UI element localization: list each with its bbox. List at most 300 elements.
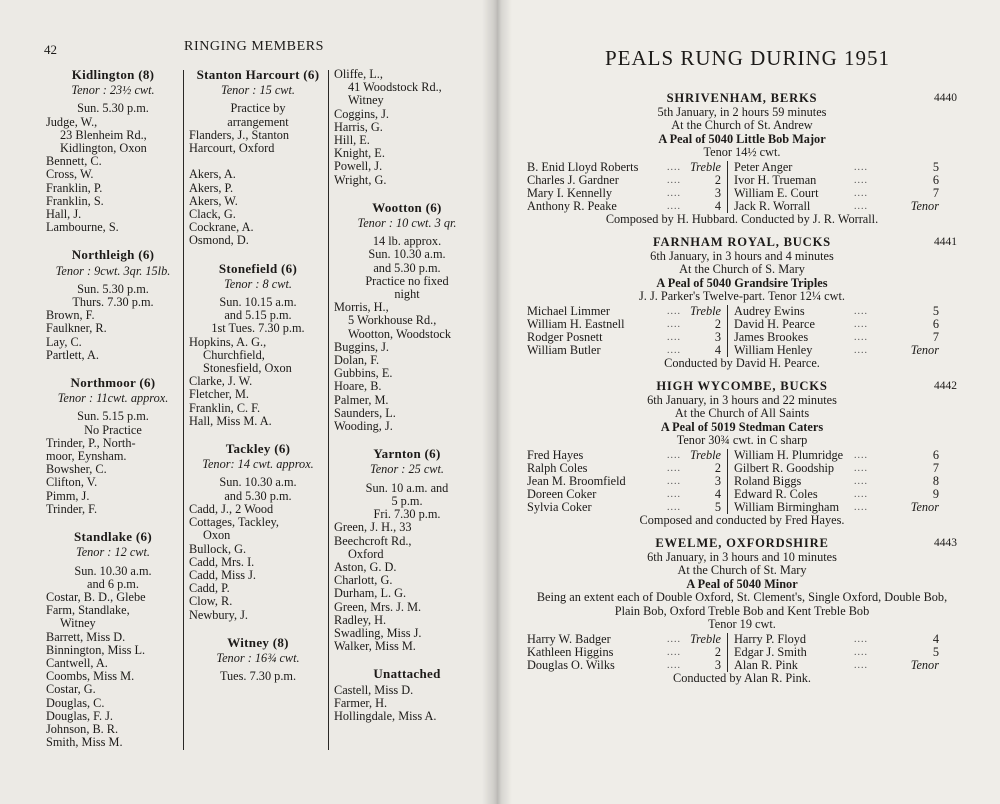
bell-number: 6 xyxy=(932,447,939,462)
bell-number: 6 xyxy=(932,316,939,331)
ringer-name: David H. Pearce xyxy=(734,316,815,331)
leader-dots: .... xyxy=(667,475,681,487)
member-name: Green, Mrs. J. M. xyxy=(334,599,422,614)
ringer-name: William Henley xyxy=(734,342,813,357)
ringer-name: Sylvia Coker xyxy=(527,499,592,514)
leader-dots: .... xyxy=(854,475,868,487)
member-name: Hill, E. xyxy=(334,133,370,148)
member-name: Wooding, J. xyxy=(334,419,393,434)
member-name: Flanders, J., Stanton xyxy=(189,127,290,142)
ringer-row xyxy=(734,344,939,357)
member-name: Hall, Miss M. A. xyxy=(189,413,272,428)
member-name: Harcourt, Oxford xyxy=(189,141,275,156)
member-name: Charlott, G. xyxy=(334,573,393,588)
peal-footer: Conducted by Alan R. Pink. xyxy=(673,670,811,685)
ringers-table xyxy=(527,305,957,357)
bell-number: Treble xyxy=(690,447,721,462)
ringers-column xyxy=(527,305,727,357)
bell-number: Tenor xyxy=(910,198,939,213)
member-name: Wright, G. xyxy=(334,172,387,187)
bell-number: 3 xyxy=(714,657,721,672)
leader-dots: .... xyxy=(667,646,681,658)
member-name: Castell, Miss D. xyxy=(334,682,414,697)
ringer-row xyxy=(734,174,939,187)
ringer-name: Anthony R. Peake xyxy=(527,198,617,213)
tower-name: Standlake (6) xyxy=(74,529,152,545)
ringer-row xyxy=(527,449,727,462)
peal-place: SHRIVENHAM, BERKS xyxy=(666,91,818,105)
ringer-name: William Birmingham xyxy=(734,499,840,514)
member-name: Stonesfield, Oxon xyxy=(203,361,292,376)
leader-dots: .... xyxy=(667,318,681,330)
tower-detail: Sun. 10.30 a.m. xyxy=(368,247,446,262)
leader-dots: .... xyxy=(854,318,868,330)
tower-detail: 5 p.m. xyxy=(391,493,423,508)
member-name: 5 Workhouse Rd., xyxy=(348,313,437,328)
tower-name: Stonefield (6) xyxy=(218,260,298,276)
member-name: Oliffe, L., xyxy=(334,67,383,81)
member-name: Harris, G. xyxy=(334,119,383,134)
ringer-row xyxy=(734,161,939,174)
members-column-1 xyxy=(46,68,180,749)
ringer-name: William H. Plumridge xyxy=(734,447,844,462)
member-name: Knight, E. xyxy=(334,146,385,161)
member-name: Churchfield, xyxy=(203,347,265,362)
ringer-name: James Brookes xyxy=(734,329,809,344)
peal-entry xyxy=(527,92,957,226)
ringer-row xyxy=(734,633,939,646)
member-name: Swadling, Miss J. xyxy=(334,625,422,640)
tower-name: Yarnton (6) xyxy=(373,446,441,462)
peal-church: At the Church of All Saints xyxy=(674,406,810,420)
member-name: 23 Blenheim Rd., xyxy=(60,127,147,142)
ringer-name: Mary I. Kennelly xyxy=(527,185,613,200)
leader-dots: .... xyxy=(667,174,681,186)
member-name: 41 Woodstock Rd., xyxy=(348,80,442,95)
bell-number: Tenor xyxy=(910,657,939,672)
column-rule xyxy=(183,70,184,750)
peal-number: 4440 xyxy=(934,92,957,104)
ringers-column xyxy=(527,633,727,672)
member-name: Cadd, Mrs. I. xyxy=(189,554,255,569)
peal-tenor: Tenor 19 cwt. xyxy=(708,617,776,631)
peal-number: 4443 xyxy=(934,537,957,549)
leader-dots: .... xyxy=(854,331,868,343)
leader-dots: .... xyxy=(667,633,681,645)
ringer-row xyxy=(527,161,727,174)
tower-name: Stanton Harcourt (6) xyxy=(196,67,320,82)
ringer-name: Doreen Coker xyxy=(527,486,597,501)
peal-church: At the Church of St. Mary xyxy=(677,563,807,577)
tower-detail: Tenor : 9cwt. 3qr. 15lb. xyxy=(55,263,171,278)
tower-name: Witney (8) xyxy=(227,634,289,650)
ringer-name: Michael Limmer xyxy=(527,303,610,318)
ringer-row xyxy=(527,318,727,331)
bell-number: 8 xyxy=(932,473,939,488)
tower-name: Northleigh (6) xyxy=(71,247,155,263)
member-name: Palmer, M. xyxy=(334,392,389,407)
peal-method: A Peal of 5040 Little Bob Major xyxy=(658,131,826,146)
bell-number: 6 xyxy=(932,172,939,187)
tower-detail: Tenor : 23½ cwt. xyxy=(71,83,155,98)
member-name: Cadd, P. xyxy=(189,581,230,596)
member-name: Judge, W., xyxy=(46,114,98,129)
member-name: Lay, C. xyxy=(46,334,82,349)
peal-footer: Conducted by David H. Pearce. xyxy=(664,355,820,370)
ringer-name: Fred Hayes xyxy=(527,447,584,462)
bell-number: Treble xyxy=(690,303,721,318)
leader-dots: .... xyxy=(667,344,681,356)
member-name: Radley, H. xyxy=(334,612,387,627)
member-name: Coggins, J. xyxy=(334,106,390,121)
leader-dots: .... xyxy=(854,305,868,317)
peal-extent-note: Being an extent each of Double Oxford, St. Clement's, Single Oxford, Double Bob, Plain Bob, Oxford Treble Bob and Kent Treble Bob xyxy=(536,590,948,618)
tower-detail: Tenor : 25 cwt. xyxy=(369,462,444,477)
leader-dots: .... xyxy=(667,659,681,671)
member-name: Douglas, C. xyxy=(46,695,105,710)
ringer-name: B. Enid Lloyd Roberts xyxy=(527,159,639,174)
leader-dots: .... xyxy=(854,488,868,500)
tower-detail: and 6 p.m. xyxy=(87,576,139,591)
bell-number: Treble xyxy=(690,631,721,646)
tower-detail: 1st Tues. 7.30 p.m. xyxy=(211,321,305,336)
bell-number: 5 xyxy=(714,499,721,514)
peal-footer: Composed by H. Hubbard. Conducted by J. R. Worrall. xyxy=(605,211,879,226)
peal-entry xyxy=(527,537,957,685)
ringers-table xyxy=(527,161,957,213)
leader-dots: .... xyxy=(667,305,681,317)
ringer-row xyxy=(527,305,727,318)
leader-dots: .... xyxy=(854,344,868,356)
member-name: Cadd, J., 2 Wood xyxy=(189,501,274,516)
peal-tenor: J. J. Parker's Twelve-part. Tenor 12¼ cwt. xyxy=(639,289,845,303)
member-name: Beechcroft Rd., xyxy=(334,533,412,548)
bell-number: Treble xyxy=(690,159,721,174)
ringer-row xyxy=(527,659,727,672)
ringer-row xyxy=(527,174,727,187)
member-name: Faulkner, R. xyxy=(46,321,107,336)
tower-detail: and 5.15 p.m. xyxy=(224,308,292,323)
tower-name: Northmoor (6) xyxy=(70,375,156,391)
member-name: Coombs, Miss M. xyxy=(46,669,135,684)
peal-tenor: Tenor 14½ cwt. xyxy=(703,145,781,159)
peal-date: 5th January, in 2 hours 59 minutes xyxy=(657,104,827,119)
member-name: Smith, Miss M. xyxy=(46,735,123,750)
leader-dots: .... xyxy=(854,449,868,461)
bell-number: 2 xyxy=(714,316,721,331)
member-name: Lambourne, S. xyxy=(46,220,119,235)
peal-footer: Composed and conducted by Fred Hayes. xyxy=(639,512,845,527)
leader-dots: .... xyxy=(667,501,681,513)
tower-name: Kidlington (8) xyxy=(71,67,155,82)
members-column-2 xyxy=(189,68,327,683)
ringers-column xyxy=(527,449,727,514)
member-name: Witney xyxy=(348,93,384,108)
ringer-name: William Butler xyxy=(527,342,601,357)
member-name: Costar, B. D., Glebe xyxy=(46,589,146,604)
leader-dots: .... xyxy=(854,659,868,671)
member-name: Brown, F. xyxy=(46,308,95,323)
bell-number: 3 xyxy=(714,329,721,344)
ringer-name: Jean M. Broomfield xyxy=(527,473,626,488)
ringer-row xyxy=(734,187,939,200)
leader-dots: .... xyxy=(854,174,868,186)
ringer-row xyxy=(734,501,939,514)
tower-detail: Tues. 7.30 p.m. xyxy=(219,669,297,684)
member-name: Walker, Miss M. xyxy=(334,639,416,654)
member-name: Bennett, C. xyxy=(46,154,102,169)
leader-dots: .... xyxy=(854,462,868,474)
bell-number: 9 xyxy=(932,486,939,501)
member-name: Kidlington, Oxon xyxy=(60,141,147,156)
peal-tenor: Tenor 30¾ cwt. in C sharp xyxy=(676,433,808,447)
bell-number: Tenor xyxy=(910,342,939,357)
tower-detail: Tenor : 10 cwt. 3 qr. xyxy=(357,216,457,231)
tower-detail: Sun. 5.15 p.m. xyxy=(77,409,149,424)
ringer-row xyxy=(527,501,727,514)
ringer-name: Alan R. Pink xyxy=(734,657,798,672)
member-name: Durham, L. G. xyxy=(334,586,407,601)
member-name: Franklin, C. F. xyxy=(189,400,261,415)
member-name: Barrett, Miss D. xyxy=(46,629,126,644)
ringer-row xyxy=(734,318,939,331)
leader-dots: .... xyxy=(667,449,681,461)
ringer-row xyxy=(527,187,727,200)
tower-detail: and 5.30 p.m. xyxy=(224,488,292,503)
member-name: Oxon xyxy=(203,528,231,543)
member-name: Johnson, B. R. xyxy=(46,721,119,736)
leader-dots: .... xyxy=(854,161,868,173)
tower-detail: Tenor : 12 cwt. xyxy=(75,545,150,560)
bell-number: 7 xyxy=(932,329,939,344)
peal-church: At the Church of St. Andrew xyxy=(671,118,813,132)
leader-dots: .... xyxy=(667,200,681,212)
peal-entry xyxy=(527,236,957,370)
member-name: Akers, A. xyxy=(189,167,236,182)
member-name: Bullock, G. xyxy=(189,541,247,556)
ringer-name: Edgar J. Smith xyxy=(734,644,807,659)
bell-number: 5 xyxy=(932,303,939,318)
ringer-name: Ralph Coles xyxy=(527,460,588,475)
ringer-row xyxy=(734,462,939,475)
member-name: Hoare, B. xyxy=(334,379,382,394)
bell-number: 7 xyxy=(932,460,939,475)
member-name: Cockrane, A. xyxy=(189,220,254,235)
ringer-row xyxy=(734,646,939,659)
member-name: Cottages, Tackley, xyxy=(189,515,279,530)
peal-method: A Peal of 5040 Minor xyxy=(686,576,798,591)
ringer-name: Jack R. Worrall xyxy=(734,198,811,213)
ringers-table xyxy=(527,449,957,514)
member-name: Buggins, J. xyxy=(334,339,390,354)
ringer-name: Edward R. Coles xyxy=(734,486,818,501)
page-number: 42 xyxy=(44,42,57,57)
bell-number: 7 xyxy=(932,185,939,200)
members-column-3 xyxy=(334,68,480,723)
ringer-row xyxy=(527,462,727,475)
tower-name: Tackley (6) xyxy=(225,441,291,457)
ringers-column xyxy=(727,633,939,672)
bell-number: 4 xyxy=(714,486,721,501)
member-name: Morris, H., xyxy=(334,300,389,315)
member-name: Bowsher, C. xyxy=(46,462,107,477)
ringer-row xyxy=(734,305,939,318)
tower-detail: Sun. 10.30 a.m. xyxy=(219,475,297,490)
member-name: Gubbins, E. xyxy=(334,366,393,381)
ringers-column xyxy=(727,161,939,213)
member-name: Akers, P. xyxy=(189,180,234,195)
tower-detail: Practice no fixed xyxy=(365,273,449,288)
leader-dots: .... xyxy=(667,187,681,199)
ringers-table xyxy=(527,633,957,672)
member-name: Trinder, P., North- xyxy=(46,435,136,450)
ringer-name: William H. Eastnell xyxy=(527,316,625,331)
member-name: Costar, G. xyxy=(46,682,96,697)
member-name: Cross, W. xyxy=(46,167,94,182)
member-name: Farmer, H. xyxy=(334,695,388,710)
ringer-row xyxy=(527,633,727,646)
ringers-column xyxy=(727,305,939,357)
ringer-name: Rodger Posnett xyxy=(527,329,603,344)
bell-number: 5 xyxy=(932,644,939,659)
ringer-name: Audrey Ewins xyxy=(734,303,805,318)
member-name: Witney xyxy=(60,616,96,631)
ringer-name: Harry W. Badger xyxy=(527,631,611,646)
ringer-row xyxy=(734,449,939,462)
peal-method: A Peal of 5040 Grandsire Triples xyxy=(656,275,828,290)
tower-name: Unattached xyxy=(373,666,441,682)
peal-place: HIGH WYCOMBE, BUCKS xyxy=(656,379,828,393)
member-name: Franklin, S. xyxy=(46,193,104,208)
member-name: Douglas, F. J. xyxy=(46,708,113,723)
member-name: Cantwell, A. xyxy=(46,655,108,670)
tower-detail: No Practice xyxy=(84,422,142,437)
tower-detail: 14 lb. approx. xyxy=(372,234,442,249)
leader-dots: .... xyxy=(854,646,868,658)
book-gutter xyxy=(482,0,512,804)
ringer-name: Harry P. Floyd xyxy=(734,631,807,646)
tower-detail: Thurs. 7.30 p.m. xyxy=(72,295,154,310)
bell-number: 2 xyxy=(714,644,721,659)
left-page xyxy=(0,0,495,804)
peal-date: 6th January, in 3 hours and 10 minutes xyxy=(647,549,837,564)
tower-detail: and 5.30 p.m. xyxy=(373,260,441,275)
bell-number: 2 xyxy=(714,460,721,475)
peal-number: 4442 xyxy=(934,380,957,392)
tower-detail: Sun. 5.30 p.m. xyxy=(77,281,149,296)
member-name: Fletcher, M. xyxy=(189,387,249,402)
leader-dots: .... xyxy=(667,331,681,343)
tower-detail: arrangement xyxy=(227,114,289,129)
bell-number: Tenor xyxy=(910,499,939,514)
peal-date: 6th January, in 3 hours and 4 minutes xyxy=(650,248,834,263)
peal-number: 4441 xyxy=(934,236,957,248)
ringer-row xyxy=(527,331,727,344)
member-name: Clifton, V. xyxy=(46,475,98,490)
ringers-column xyxy=(527,161,727,213)
bell-number: 4 xyxy=(714,198,721,213)
tower-detail: Sun. 5.30 p.m. xyxy=(77,101,149,116)
tower-detail: night xyxy=(394,287,420,302)
member-name: Hall, J. xyxy=(46,207,82,222)
ringer-row xyxy=(734,200,939,213)
member-name: Cadd, Miss J. xyxy=(189,567,256,582)
ringer-row xyxy=(527,475,727,488)
leader-dots: .... xyxy=(854,501,868,513)
tower-detail: Tenor : 15 cwt. xyxy=(220,83,295,98)
member-name: Clarke, J. W. xyxy=(189,374,253,389)
member-name: Dolan, F. xyxy=(334,353,380,368)
ringer-row xyxy=(734,488,939,501)
ringer-row xyxy=(734,331,939,344)
leader-dots: .... xyxy=(854,200,868,212)
ringer-name: Douglas O. Wilks xyxy=(527,657,615,672)
ringer-name: Kathleen Higgins xyxy=(527,644,614,659)
ringers-column xyxy=(727,449,939,514)
ringer-name: Roland Biggs xyxy=(734,473,802,488)
peal-method: A Peal of 5019 Stedman Caters xyxy=(660,419,824,434)
tower-detail: Fri. 7.30 p.m. xyxy=(373,507,441,522)
member-name: Pimm, J. xyxy=(46,488,90,503)
tower-detail: Practice by xyxy=(230,101,286,116)
tower-detail: Tenor : 16¾ cwt. xyxy=(216,650,300,665)
ringer-name: Ivor H. Trueman xyxy=(734,172,817,187)
peal-entry xyxy=(527,380,957,527)
bell-number: 3 xyxy=(714,185,721,200)
member-name: Hollingdale, Miss A. xyxy=(334,708,437,723)
tower-name: Wootton (6) xyxy=(372,199,442,215)
bell-number: 5 xyxy=(932,159,939,174)
column-rule xyxy=(328,70,329,750)
member-name: Wootton, Woodstock xyxy=(348,326,451,341)
peal-date: 6th January, in 3 hours and 22 minutes xyxy=(647,392,837,407)
bell-number: 3 xyxy=(714,473,721,488)
ringer-row xyxy=(527,488,727,501)
member-name: Newbury, J. xyxy=(189,607,248,622)
member-name: Akers, W. xyxy=(189,193,238,208)
peals-list xyxy=(527,92,957,685)
tower-detail: Sun. 10 a.m. and xyxy=(365,480,449,495)
peal-place: FARNHAM ROYAL, BUCKS xyxy=(653,235,831,249)
member-name: Clow, R. xyxy=(189,594,233,609)
member-name: Saunders, L. xyxy=(334,405,396,420)
ringer-row xyxy=(527,200,727,213)
member-name: Farm, Standlake, xyxy=(46,603,130,618)
leader-dots: .... xyxy=(854,187,868,199)
member-name: Franklin, P. xyxy=(46,180,103,195)
bell-number: 4 xyxy=(932,631,939,646)
running-head: RINGING MEMBERS xyxy=(184,39,325,54)
leader-dots: .... xyxy=(854,633,868,645)
member-name: Green, J. H., 33 xyxy=(334,520,412,535)
bell-number: 4 xyxy=(714,342,721,357)
member-name: Aston, G. D. xyxy=(334,559,397,574)
member-name: Binnington, Miss L. xyxy=(46,642,146,657)
peal-place: EWELME, OXFORDSHIRE xyxy=(655,536,829,550)
ringer-row xyxy=(734,475,939,488)
ringer-name: Peter Anger xyxy=(734,159,793,174)
tower-detail: Tenor : 11cwt. approx. xyxy=(57,391,169,406)
leader-dots: .... xyxy=(667,161,681,173)
ringer-name: William E. Court xyxy=(734,185,819,200)
member-name: Clack, G. xyxy=(189,207,236,222)
peal-church: At the Church of S. Mary xyxy=(679,262,805,276)
member-name: Partlett, A. xyxy=(46,347,99,362)
tower-detail: Sun. 10.15 a.m. xyxy=(219,295,297,310)
member-name: Oxford xyxy=(348,546,384,561)
leader-dots: .... xyxy=(667,462,681,474)
member-name: Trinder, F. xyxy=(46,501,98,516)
